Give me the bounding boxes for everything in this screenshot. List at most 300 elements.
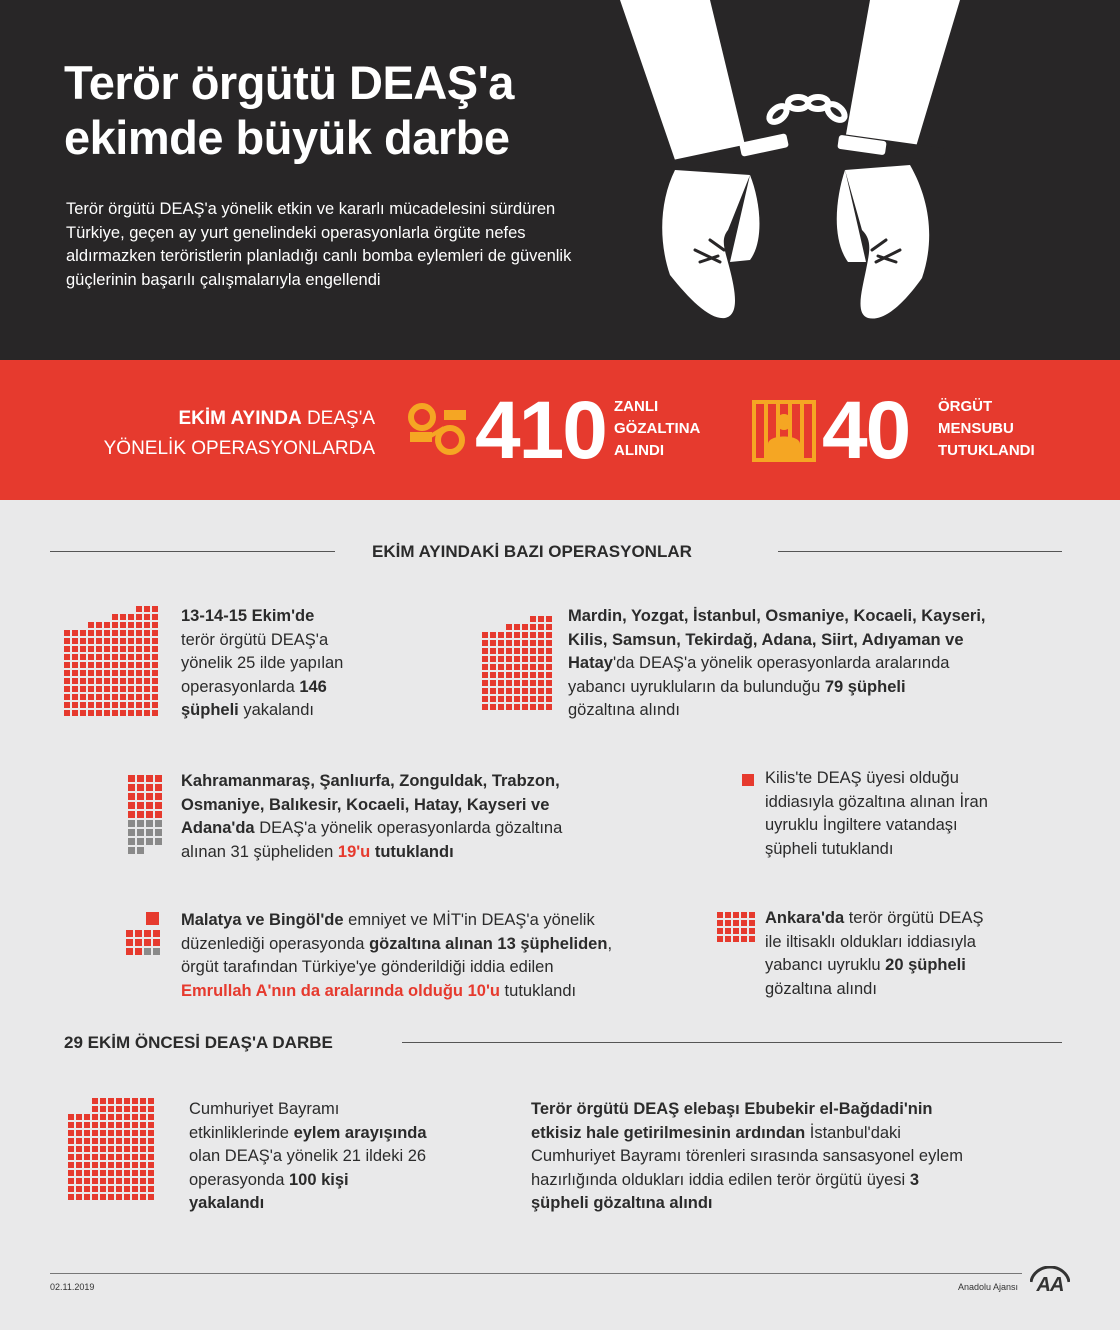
op2-square xyxy=(506,664,512,670)
op6-square xyxy=(741,936,747,942)
op2-square xyxy=(490,656,496,662)
op1-square xyxy=(88,654,94,660)
s2-op1-square xyxy=(124,1098,130,1104)
s2-op1-square xyxy=(116,1162,122,1168)
op3-square xyxy=(128,811,135,818)
s2-op1-square xyxy=(116,1146,122,1152)
op1-square xyxy=(64,686,70,692)
s2-op1-square xyxy=(84,1178,90,1184)
op5-line1: emniyet ve MİT'in DEAŞ'a yönelik xyxy=(343,911,595,929)
op5-text xyxy=(181,909,701,1003)
op1-square xyxy=(96,678,102,684)
op5-comma: , xyxy=(607,934,613,953)
op3-squares xyxy=(128,775,168,855)
op1-square xyxy=(120,678,126,684)
op1-square xyxy=(96,630,102,636)
s2-op1-square xyxy=(92,1114,98,1120)
s2-op1-square xyxy=(140,1130,146,1136)
op2-square xyxy=(490,672,496,678)
op1-square xyxy=(152,710,158,716)
op3-square xyxy=(155,820,162,827)
op3-square xyxy=(128,784,135,791)
s2-op1-square xyxy=(132,1186,138,1192)
op1-square xyxy=(72,646,78,652)
s2-op1-square xyxy=(108,1178,114,1184)
op1-square xyxy=(120,702,126,708)
op2-square xyxy=(530,632,536,638)
op2-cities1: Mardin, Yozgat, İstanbul, Osmaniye, Kocaeli, Kayseri, xyxy=(568,607,986,625)
s2-op1-square xyxy=(124,1138,130,1144)
op1-square xyxy=(112,678,118,684)
s2-op1-square xyxy=(100,1122,106,1128)
op2-square xyxy=(498,704,504,710)
s2-op1-square xyxy=(140,1178,146,1184)
op2-square xyxy=(490,640,496,646)
op2-square xyxy=(490,648,496,654)
op6-square xyxy=(749,912,755,918)
op6-square xyxy=(717,928,723,934)
op6-square xyxy=(733,936,739,942)
op5-line4: tutuklandı xyxy=(499,981,577,1000)
s2-op1-square xyxy=(132,1178,138,1184)
op5-square xyxy=(126,948,133,955)
s2-op1-square xyxy=(108,1114,114,1120)
op1-square xyxy=(64,654,70,660)
op5-square xyxy=(144,948,151,955)
s2-op1-square xyxy=(68,1114,74,1120)
op2-square xyxy=(546,648,552,654)
band-label xyxy=(40,404,375,464)
title-line-1: Terör örgütü DEAŞ'a xyxy=(64,56,514,109)
op1-line1: terör örgütü DEAŞ'a xyxy=(181,630,329,649)
op1-square xyxy=(152,622,158,628)
s2-op1-square xyxy=(108,1162,114,1168)
s2-op1-square xyxy=(76,1138,82,1144)
s2-op1-square xyxy=(68,1154,74,1160)
op2-square xyxy=(506,696,512,702)
op1-square xyxy=(112,710,118,716)
handcuffs-icon xyxy=(404,400,470,460)
op1-square xyxy=(112,646,118,652)
s2-op1-square xyxy=(124,1114,130,1120)
op6-line1: terör örgütü DEAŞ xyxy=(844,909,984,927)
op2-square xyxy=(530,624,536,630)
op2-square xyxy=(546,680,552,686)
op3-square xyxy=(155,829,162,836)
s2-op1-square xyxy=(100,1178,106,1184)
s2-op1-square xyxy=(124,1130,130,1136)
op1-square xyxy=(128,614,134,620)
s2-op1-square xyxy=(84,1170,90,1176)
op2-square xyxy=(506,704,512,710)
op2-square xyxy=(514,648,520,654)
op2-square xyxy=(546,624,552,630)
s2-op2-line1: İstanbul'daki xyxy=(805,1123,901,1142)
op1-text xyxy=(181,605,421,723)
s2-op1-square xyxy=(100,1154,106,1160)
op4-line3: uyruklu İngiltere vatandaşı xyxy=(765,816,958,834)
s2-op1-square xyxy=(100,1170,106,1176)
op1-square xyxy=(88,686,94,692)
s2-op1-square xyxy=(84,1146,90,1152)
s2-op1-square xyxy=(108,1146,114,1152)
s2-op1-square xyxy=(124,1146,130,1152)
aa-logo-text: AA xyxy=(1036,1274,1064,1296)
op1-square xyxy=(104,638,110,644)
op6-square xyxy=(733,928,739,934)
op3-square xyxy=(128,802,135,809)
aa-logo xyxy=(1030,1266,1070,1296)
op2-square xyxy=(498,648,504,654)
section1-rule-left xyxy=(50,551,335,552)
op1-square xyxy=(144,662,150,668)
s2-op2-count: 3 xyxy=(909,1170,919,1189)
op1-square xyxy=(136,702,142,708)
s2-op1-square xyxy=(140,1162,146,1168)
op6-square xyxy=(741,920,747,926)
s2-op1-square xyxy=(76,1186,82,1192)
op2-square xyxy=(482,680,488,686)
op3-square xyxy=(155,811,162,818)
op1-square xyxy=(104,694,110,700)
op1-square xyxy=(96,654,102,660)
op3-arrested-count: 19'u xyxy=(337,842,371,861)
op2-square xyxy=(538,664,544,670)
op1-square xyxy=(120,662,126,668)
op1-square xyxy=(152,686,158,692)
op6-square xyxy=(725,936,731,942)
op2-square xyxy=(522,640,528,646)
op1-square xyxy=(64,670,70,676)
op2-square xyxy=(482,672,488,678)
op5-line3: örgüt tarafından Türkiye'ye gönderildiği iddia edilen xyxy=(181,958,554,976)
op2-square xyxy=(530,664,536,670)
op2-square xyxy=(490,688,496,694)
op1-count: 146 xyxy=(299,677,327,696)
op3-square xyxy=(155,802,162,809)
op5-square xyxy=(135,948,142,955)
op1-square xyxy=(80,678,86,684)
op1-square xyxy=(136,638,142,644)
op1-square xyxy=(72,638,78,644)
op2-square xyxy=(498,688,504,694)
op3-square xyxy=(137,820,144,827)
s2-op1-count: 100 kişi xyxy=(289,1170,349,1189)
s2-op1-line1: Cumhuriyet Bayramı xyxy=(189,1100,340,1118)
op2-square xyxy=(490,632,496,638)
op1-square xyxy=(120,622,126,628)
stat1-label xyxy=(614,396,700,462)
s2-op2-bold2: etkisiz hale getirilmesinin ardından xyxy=(531,1123,806,1142)
s2-op1-square xyxy=(92,1122,98,1128)
op3-square xyxy=(128,793,135,800)
op1-square xyxy=(136,662,142,668)
s2-op1-square xyxy=(140,1106,146,1112)
op6-square xyxy=(733,920,739,926)
op3-square xyxy=(146,838,153,845)
op2-square xyxy=(538,648,544,654)
op5-square xyxy=(126,939,133,946)
op2-cities2: Kilis, Samsun, Tekirdağ, Adana, Siirt, Adıyaman ve xyxy=(568,630,964,649)
op1-square xyxy=(64,630,70,636)
op2-square xyxy=(538,672,544,678)
op1-square xyxy=(120,694,126,700)
s2-op1-square xyxy=(116,1138,122,1144)
op1-square xyxy=(152,678,158,684)
op2-square xyxy=(538,632,544,638)
op1-square xyxy=(120,614,126,620)
page-title xyxy=(64,55,624,165)
op5-square xyxy=(153,939,160,946)
op3-square xyxy=(137,775,144,782)
op2-square xyxy=(498,672,504,678)
op1-square xyxy=(120,670,126,676)
op2-line1: 'da DEAŞ'a yönelik operasyonlarda aralarında xyxy=(612,654,950,672)
op3-square xyxy=(146,784,153,791)
op2-square xyxy=(498,696,504,702)
s2-op1-square xyxy=(84,1130,90,1136)
s2-op1-square xyxy=(76,1154,82,1160)
s2-op1-square xyxy=(148,1170,154,1176)
op1-square xyxy=(88,694,94,700)
s2-op1-square xyxy=(76,1146,82,1152)
op2-square xyxy=(530,680,536,686)
op2-square xyxy=(546,664,552,670)
op2-square xyxy=(546,672,552,678)
op1-square xyxy=(104,630,110,636)
op2-square xyxy=(482,696,488,702)
op2-square xyxy=(498,680,504,686)
footer-rule xyxy=(50,1273,1022,1274)
op3-square xyxy=(128,847,135,854)
s2-op1-square xyxy=(108,1186,114,1192)
op1-square xyxy=(152,638,158,644)
op4-square xyxy=(742,774,754,786)
op1-square xyxy=(136,710,142,716)
op1-square xyxy=(112,654,118,660)
s2-op1-square xyxy=(76,1130,82,1136)
op1-square xyxy=(80,694,86,700)
op6-square xyxy=(717,936,723,942)
op2-line2: yabancı uyrukluların da bulunduğu xyxy=(568,677,825,696)
op2-square xyxy=(482,648,488,654)
op1-square xyxy=(120,630,126,636)
op1-square xyxy=(152,654,158,660)
op1-square xyxy=(112,670,118,676)
op1-square xyxy=(104,686,110,692)
s2-op1-square xyxy=(116,1122,122,1128)
section1-title: EKİM AYINDAKİ BAZI OPERASYONLAR xyxy=(372,542,692,561)
s2-op1-square xyxy=(148,1146,154,1152)
s2-op1-square xyxy=(140,1146,146,1152)
op4-line4: şüpheli tutuklandı xyxy=(765,839,894,858)
s2-op2-bold1: Terör örgütü DEAŞ elebaşı Ebubekir el-Bağdadi'nin xyxy=(531,1100,933,1118)
s2-op1-square xyxy=(84,1186,90,1192)
s2-op1-square xyxy=(132,1194,138,1200)
op1-square xyxy=(144,686,150,692)
op1-line3: operasyonlarda xyxy=(181,677,300,696)
op1-square xyxy=(96,646,102,652)
op6-square xyxy=(741,912,747,918)
op1-square xyxy=(128,646,134,652)
op1-square xyxy=(72,678,78,684)
s2-op1-square xyxy=(132,1138,138,1144)
section2-rule xyxy=(402,1042,1062,1043)
op1-square xyxy=(128,702,134,708)
op3-square xyxy=(137,829,144,836)
op3-square xyxy=(137,838,144,845)
s2-op1-square xyxy=(116,1170,122,1176)
s2-op1-square xyxy=(68,1122,74,1128)
s2-op1-square xyxy=(68,1194,74,1200)
s2-op1-square xyxy=(132,1146,138,1152)
s2-op1-square xyxy=(116,1194,122,1200)
section1-rule-right xyxy=(778,551,1062,552)
op2-square xyxy=(514,688,520,694)
s2-op1-square xyxy=(68,1162,74,1168)
s2-op1-bold1: eylem arayışında xyxy=(293,1123,427,1142)
handcuffed-hands-icon xyxy=(600,0,980,340)
op1-square xyxy=(144,614,150,620)
s2-op1-square xyxy=(148,1194,154,1200)
s2-op1-square xyxy=(92,1154,98,1160)
op6-line4: gözaltına alındı xyxy=(765,979,877,998)
op1-square xyxy=(152,630,158,636)
op3-square xyxy=(137,793,144,800)
s2-op1-square xyxy=(124,1170,130,1176)
s2-op1-square xyxy=(116,1098,122,1104)
op1-square xyxy=(96,670,102,676)
stat1-value: 410 xyxy=(475,385,606,476)
op5-square xyxy=(153,930,160,937)
op5-square xyxy=(135,939,142,946)
op2-square xyxy=(498,656,504,662)
band-label-rest: DEAŞ'A xyxy=(306,408,375,429)
op5-square xyxy=(144,930,151,937)
s2-op1-square xyxy=(132,1106,138,1112)
stat2-label-line3: TUTUKLANDI xyxy=(938,442,1035,459)
op3-square xyxy=(146,802,153,809)
s2-op1-square xyxy=(92,1106,98,1112)
op1-square xyxy=(152,694,158,700)
s2-op1-square xyxy=(132,1154,138,1160)
op6-square xyxy=(725,928,731,934)
stat1-label-line1: ZANLI xyxy=(614,398,659,415)
op1-square xyxy=(112,614,118,620)
s2-op1-square xyxy=(100,1138,106,1144)
s2-op1-square xyxy=(84,1194,90,1200)
s2-op1-square xyxy=(132,1162,138,1168)
op1-square xyxy=(152,702,158,708)
s2-op1-square xyxy=(148,1106,154,1112)
op1-square xyxy=(80,686,86,692)
s2-op1-square xyxy=(124,1154,130,1160)
op2-square xyxy=(490,680,496,686)
op1-square xyxy=(80,662,86,668)
op2-square xyxy=(514,672,520,678)
s2-op1-square xyxy=(92,1138,98,1144)
op2-square xyxy=(538,640,544,646)
op1-square xyxy=(80,710,86,716)
op2-square xyxy=(498,640,504,646)
op2-square xyxy=(482,632,488,638)
s2-op1-text xyxy=(189,1098,489,1216)
op1-square xyxy=(72,662,78,668)
op3-text xyxy=(181,770,661,864)
op2-squares xyxy=(482,608,552,718)
op2-square xyxy=(514,680,520,686)
op3-square xyxy=(146,811,153,818)
s2-op1-square xyxy=(100,1186,106,1192)
op1-square xyxy=(144,702,150,708)
s2-op1-square xyxy=(124,1162,130,1168)
op3-square xyxy=(155,784,162,791)
op6-line3: yabancı uyruklu xyxy=(765,956,886,974)
op1-square xyxy=(136,646,142,652)
s2-op1-square xyxy=(84,1114,90,1120)
s2-op1-line4: operasyonda xyxy=(189,1170,289,1189)
s2-op1-line3: olan DEAŞ'a yönelik 21 ildeki 26 xyxy=(189,1147,427,1165)
s2-op1-square xyxy=(116,1186,122,1192)
s2-op1-square xyxy=(140,1154,146,1160)
op1-square xyxy=(88,710,94,716)
s2-op1-square xyxy=(68,1170,74,1176)
op1-square xyxy=(72,670,78,676)
op1-square xyxy=(128,670,134,676)
stat2-label xyxy=(938,396,1035,462)
op2-square xyxy=(530,696,536,702)
op1-square xyxy=(128,622,134,628)
op1-square xyxy=(80,638,86,644)
op1-square xyxy=(136,678,142,684)
op1-square xyxy=(88,630,94,636)
op6-count: 20 şüpheli xyxy=(885,956,966,974)
op1-square xyxy=(80,702,86,708)
op1-square xyxy=(88,638,94,644)
op2-square xyxy=(506,656,512,662)
op6-city: Ankara'da xyxy=(765,909,845,927)
op3-square xyxy=(155,793,162,800)
op2-square xyxy=(482,640,488,646)
op1-square xyxy=(144,622,150,628)
op3-square xyxy=(137,802,144,809)
s2-op1-square xyxy=(148,1138,154,1144)
op2-square xyxy=(490,704,496,710)
s2-op1-square xyxy=(100,1146,106,1152)
s2-op1-square xyxy=(132,1114,138,1120)
op1-square xyxy=(112,662,118,668)
op2-line3: gözaltına alındı xyxy=(568,701,680,719)
band-label-bold: EKİM AYINDA xyxy=(178,408,302,429)
s2-op1-square xyxy=(92,1098,98,1104)
s2-op1-square xyxy=(124,1106,130,1112)
op1-squares xyxy=(64,598,164,718)
op2-square xyxy=(546,688,552,694)
s2-op1-square xyxy=(76,1122,82,1128)
s2-op1-square xyxy=(148,1122,154,1128)
s2-op1-square xyxy=(108,1130,114,1136)
op1-square xyxy=(104,710,110,716)
s2-op1-square xyxy=(140,1194,146,1200)
s2-op1-square xyxy=(84,1162,90,1168)
op2-square xyxy=(506,680,512,686)
op3-square xyxy=(137,784,144,791)
op6-square xyxy=(725,912,731,918)
op1-square xyxy=(96,710,102,716)
op2-square xyxy=(522,688,528,694)
section2-title: 29 EKİM ÖNCESİ DEAŞ'A DARBE xyxy=(64,1033,333,1052)
s2-op1-square xyxy=(68,1178,74,1184)
